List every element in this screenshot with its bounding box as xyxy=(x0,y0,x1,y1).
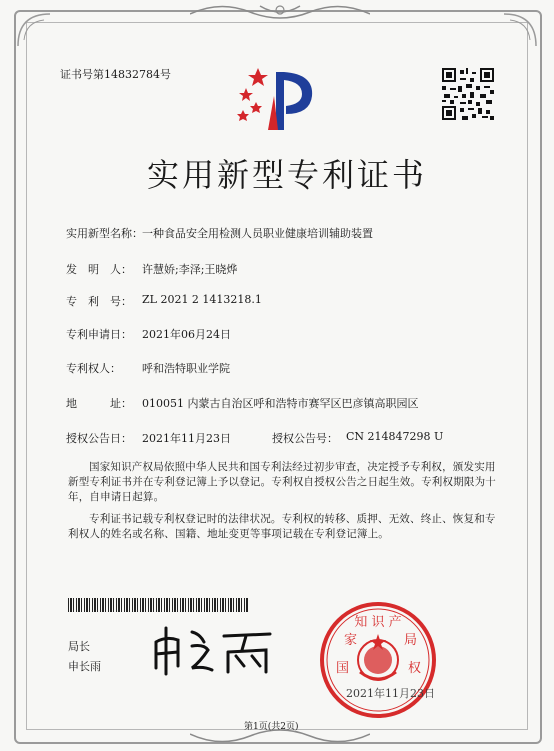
director-role: 局长 xyxy=(68,640,90,653)
name-label: 实用新型名称： xyxy=(66,227,143,240)
official-seal xyxy=(318,600,438,720)
grant-date-value: 2021年11月23日 xyxy=(142,432,231,445)
patentee-value: 呼和浩特职业学院 xyxy=(142,362,230,375)
grant-date-label: 授权公告日： xyxy=(66,432,132,445)
ornament-corner-tr xyxy=(500,10,540,50)
patentee-label: 专利权人： xyxy=(66,362,121,375)
certificate-number: 证书号第14832784号 xyxy=(60,68,171,81)
svg-text:知 识 产: 知 识 产 xyxy=(354,615,402,630)
ornament-corner-tl xyxy=(14,10,54,50)
seal-date: 2021年11月23日 xyxy=(346,687,435,700)
page-number: 第1页(共2页) xyxy=(244,722,299,732)
filing-date-label: 专利申请日： xyxy=(66,328,132,341)
inventor-label: 发 明 人： xyxy=(66,263,132,276)
grant-number-label: 授权公告号： xyxy=(272,432,338,445)
barcode xyxy=(68,598,248,612)
ornament-top xyxy=(190,0,370,26)
inventor-value: 许慧娇;李泽;王晓烨 xyxy=(142,263,238,276)
grant-number-value: CN 214847298 U xyxy=(346,430,444,443)
patent-number-label: 专 利 号： xyxy=(66,295,132,308)
qr-code-icon xyxy=(440,66,496,122)
patent-number-value: ZL 2021 2 1413218.1 xyxy=(142,293,262,306)
signature xyxy=(148,622,278,676)
cnipa-logo xyxy=(234,66,320,136)
svg-text:权: 权 xyxy=(408,661,422,676)
director-name: 申长雨 xyxy=(68,660,101,673)
body-paragraph-1: 国家知识产权局依照中华人民共和国专利法经过初步审查，决定授予专利权，颁发实用新型专利证书并在专利登记簿上予以登记。专利权自授权公告之日起生效。专利权期限为十年，自申请日起算。 xyxy=(68,461,496,503)
certificate-title: 实用新型专利证书 xyxy=(147,156,428,194)
svg-text:局: 局 xyxy=(404,633,418,648)
body-paragraph-2: 专利证书记载专利权登记时的法律状况。专利权的转移、质押、无效、终止、恢复和专利权人的姓名或名称、国籍、地址变更等事项记载在专利登记簿上。 xyxy=(68,513,496,540)
address-label: 地 址： xyxy=(66,397,132,410)
address-value: 010051 内蒙古自治区呼和浩特市赛罕区巴彦镇高职园区 xyxy=(142,397,419,410)
filing-date-value: 2021年06月24日 xyxy=(142,328,231,341)
svg-text:国: 国 xyxy=(336,661,350,676)
name-value: 一种食品安全用检测人员职业健康培训辅助装置 xyxy=(142,227,373,240)
svg-text:家: 家 xyxy=(344,633,358,648)
